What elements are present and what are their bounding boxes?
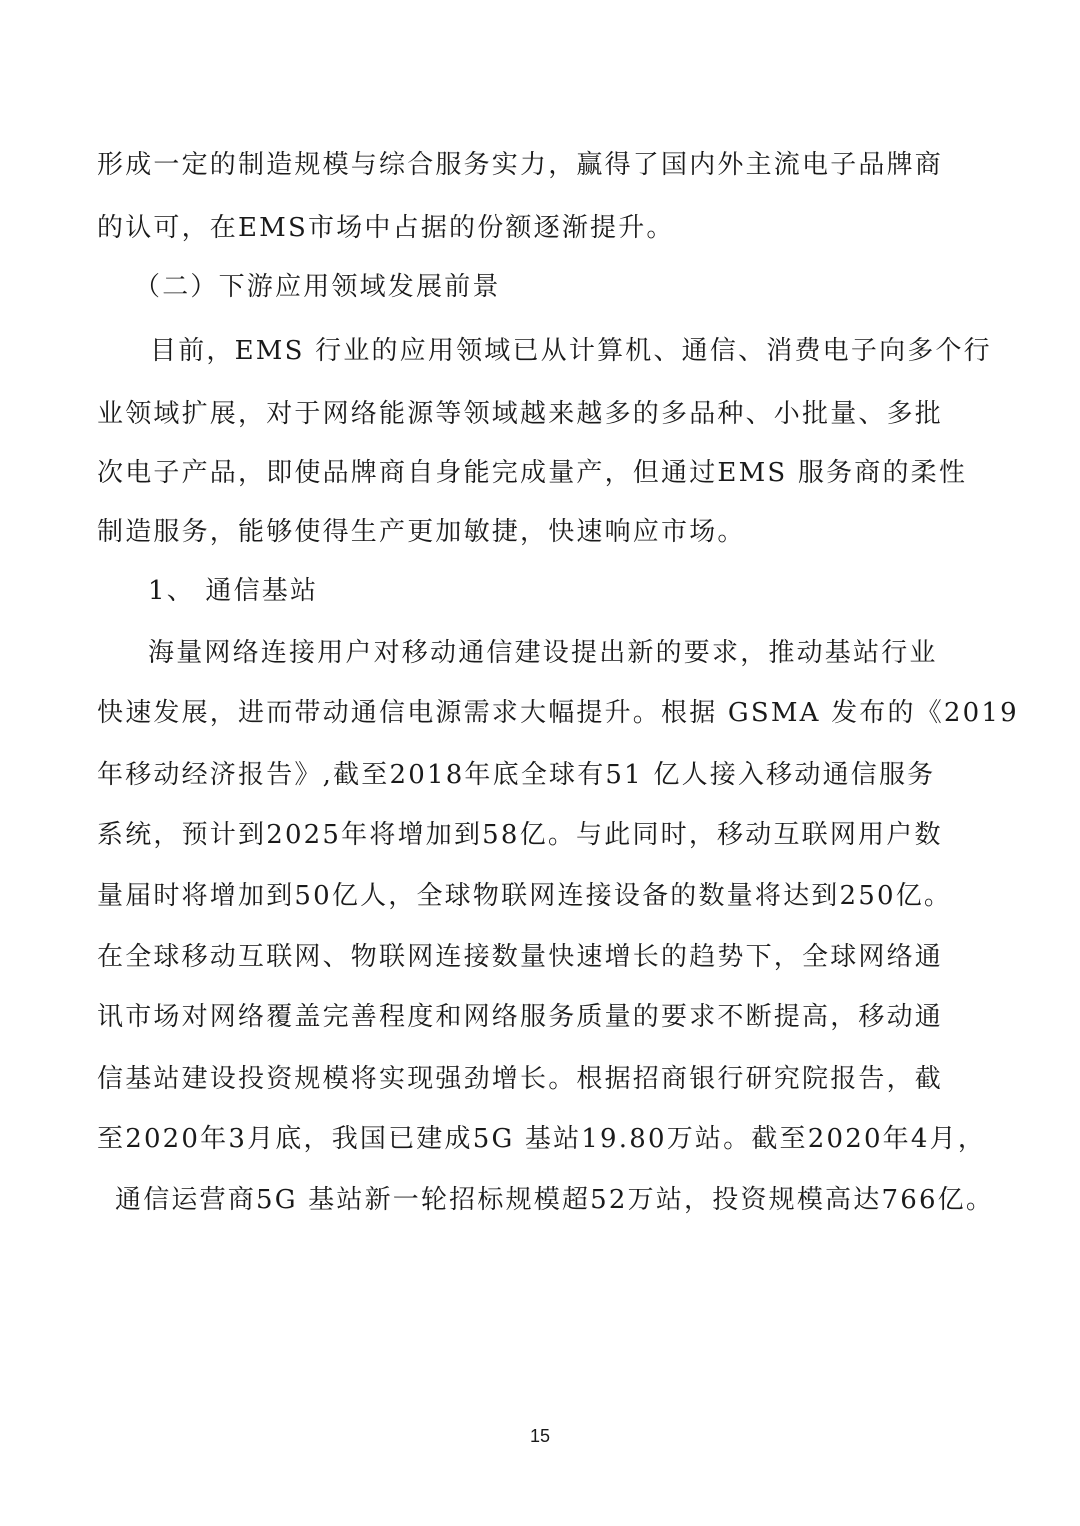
body-text-line: 量届时将增加到50亿人，全球物联网连接设备的数量将达到250亿。 <box>97 881 953 911</box>
body-text-line: 制造服务，能够使得生产更加敏捷，快速响应市场。 <box>97 517 746 547</box>
body-text-line: 的认可，在EMS市场中占据的份额逐渐提升。 <box>97 213 675 243</box>
body-text-line: 至2020年3月底，我国已建成5G 基站19.80万站。截至2020年4月， <box>97 1124 987 1154</box>
body-text-line: 快速发展，进而带动通信电源需求大幅提升。根据 GSMA 发布的《2019 <box>97 698 1019 728</box>
body-text-line: 通信运营商5G 基站新一轮招标规模超52万站，投资规模高达766亿。 <box>115 1185 995 1215</box>
body-text-line: 在全球移动互联网、物联网连接数量快速增长的趋势下，全球网络通 <box>97 942 944 972</box>
body-text-line: 形成一定的制造规模与综合服务实力，赢得了国内外主流电子品牌商 <box>97 150 944 180</box>
body-text-line: 讯市场对网络覆盖完善程度和网络服务质量的要求不断提高，移动通 <box>97 1002 944 1032</box>
section-heading: （二）下游应用领域发展前景 <box>134 272 501 302</box>
body-text-line: 目前，EMS 行业的应用领域已从计算机、通信、消费电子向多个行 <box>150 336 992 366</box>
subsection-heading: 1、 通信基站 <box>148 576 319 606</box>
body-text-line: 年移动经济报告》,截至2018年底全球有51 亿人接入移动通信服务 <box>97 760 936 790</box>
body-text-line: 信基站建设投资规模将实现强劲增长。根据招商银行研究院报告，截 <box>97 1064 944 1094</box>
page-number: 15 <box>529 1426 551 1446</box>
body-text-line: 业领域扩展，对于网络能源等领域越来越多的多品种、小批量、多批 <box>97 399 944 429</box>
body-text-line: 次电子产品，即使品牌商自身能完成量产，但通过EMS 服务商的柔性 <box>97 458 968 488</box>
body-text-line: 海量网络连接用户对移动通信建设提出新的要求，推动基站行业 <box>148 638 938 668</box>
body-text-line: 系统，预计到2025年将增加到58亿。与此同时，移动互联网用户数 <box>97 820 943 850</box>
